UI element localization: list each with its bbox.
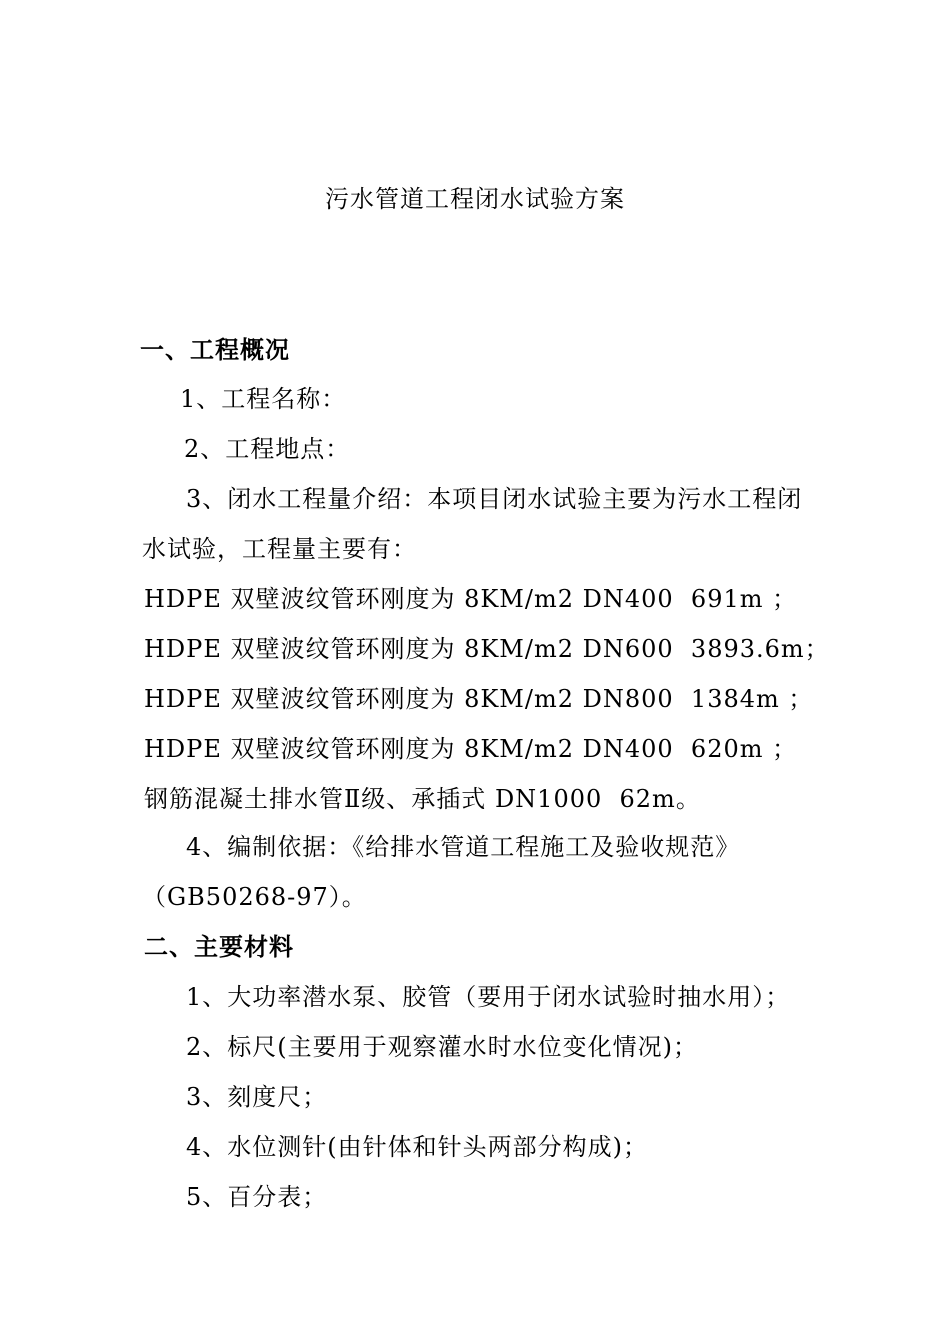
material-item: 4、水位测针(由针体和针头两部分构成)； [186,1133,648,1161]
item-basis-line2: （GB50268-97）。 [142,883,367,911]
pipe-spec-line: HDPE 双壁波纹管环刚度为 8KM/m2 DN800 1384m ； [144,685,814,713]
section-heading-materials: 二、主要材料 [144,932,294,961]
material-item: 5、百分表； [186,1183,328,1211]
pipe-spec-line: 钢筋混凝土排水管Ⅱ级、承插式 DN1000 62m。 [144,785,701,813]
material-item: 3、刻度尺； [186,1083,328,1111]
pipe-spec-line: HDPE 双壁波纹管环刚度为 8KM/m2 DN400 691m ； [144,585,798,613]
item-project-name: 1、工程名称： [180,385,347,413]
section-heading-overview: 一、工程概况 [140,335,290,364]
pipe-spec-line: HDPE 双壁波纹管环刚度为 8KM/m2 DN600 3893.6m； [144,635,830,663]
material-item: 2、标尺(主要用于观察灌水时水位变化情况)； [186,1033,698,1061]
document-title: 污水管道工程闭水试验方案 [325,185,625,213]
item-project-location: 2、工程地点： [184,435,351,463]
material-item: 1、大功率潜水泵、胶管（要用于闭水试验时抽水用）； [186,983,791,1011]
item-quantity-intro-line1: 3、闭水工程量介绍：本项目闭水试验主要为污水工程闭 [186,485,803,513]
item-basis-line1: 4、编制依据：《给排水管道工程施工及验收规范》 [186,833,741,861]
pipe-spec-line: HDPE 双壁波纹管环刚度为 8KM/m2 DN400 620m ； [144,735,798,763]
item-quantity-intro-line2: 水试验，工程量主要有： [142,535,417,563]
